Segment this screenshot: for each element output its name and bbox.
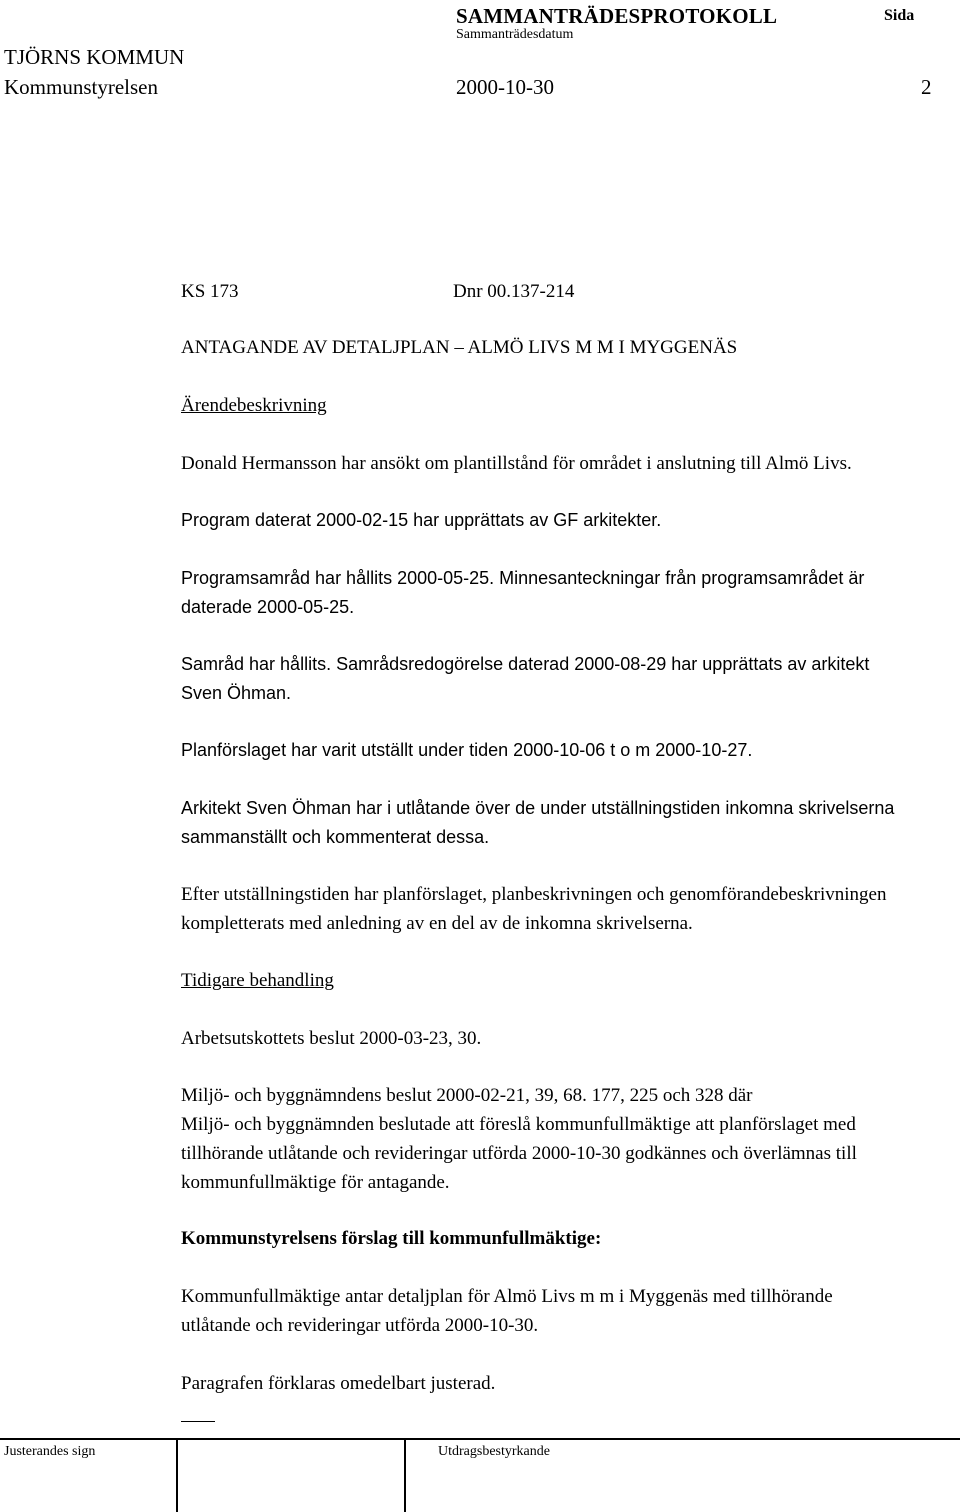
meeting-date: 2000-10-30	[456, 75, 554, 99]
prior-handling-heading: Tidigare behandling	[181, 970, 334, 991]
document-title: SAMMANTRÄDESPROTOKOLL	[456, 4, 778, 28]
footer-signature-separator	[404, 1438, 406, 1512]
paragraph-completion-1: Efter utställningstiden har planförslaget, planbeskrivningen och genomförandebeskrivningen	[181, 884, 887, 905]
page-label: Sida	[884, 7, 915, 24]
case-number: KS 173	[181, 281, 239, 302]
prior-board-decision-3: tillhörande utlåtande och revideringar utförda 2000-10-30 godkännes och överlämnas till	[181, 1143, 857, 1164]
paragraph-program: Program daterat 2000-02-15 har upprättats av GF arkitekter.	[181, 510, 662, 530]
prior-committee-decision: Arbetsutskottets beslut 2000-03-23, 30.	[181, 1028, 482, 1049]
paragraph-consultation-2: Sven Öhman.	[181, 683, 292, 703]
paragraph-architect-2: sammanställt och kommenterat dessa.	[181, 827, 490, 847]
footer-certifier-label: Utdragsbestyrkande	[438, 1444, 550, 1459]
description-heading: Ärendebeskrivning	[181, 395, 327, 416]
prior-board-decision-2: Miljö- och byggnämnden beslutade att föreslå kommunfullmäktige att planförslaget med	[181, 1114, 856, 1135]
proposal-heading: Kommunstyrelsens förslag till kommunfullmäktige:	[181, 1228, 602, 1249]
organization-name: TJÖRNS KOMMUN	[4, 45, 185, 69]
page-number: 2	[921, 75, 932, 99]
closing-statement: Paragrafen förklaras omedelbart justerad.	[181, 1373, 496, 1394]
footer-divider	[0, 1438, 960, 1440]
proposal-text-1: Kommunfullmäktige antar detaljplan för Almö Livs m m i Myggenäs med tillhörande	[181, 1286, 833, 1307]
footer-sign-label: Justerandes sign	[4, 1444, 96, 1459]
department-name: Kommunstyrelsen	[4, 75, 158, 99]
proposal-text-2: utlåtande och revideringar utförda 2000-10-30.	[181, 1315, 539, 1336]
diary-number: Dnr 00.137-214	[453, 281, 575, 302]
case-heading: ANTAGANDE AV DETALJPLAN – ALMÖ LIVS M M I MYGGENÄS	[181, 337, 738, 358]
paragraph-program-consultation-2: daterade 2000-05-25.	[181, 597, 355, 617]
short-rule	[181, 1421, 215, 1422]
prior-board-decision-1: Miljö- och byggnämndens beslut 2000-02-21, 39, 68. 177, 225 och 328 där	[181, 1085, 753, 1106]
paragraph-application: Donald Hermansson har ansökt om plantillstånd för området i anslutning till Almö Livs.	[181, 453, 852, 474]
paragraph-exhibition: Planförslaget har varit utställt under tiden 2000-10-06 t o m 2000-10-27.	[181, 740, 753, 760]
paragraph-program-consultation-1: Programsamråd har hållits 2000-05-25. Minnesanteckningar från programsamrådet är	[181, 568, 865, 588]
footer-sign-separator	[176, 1438, 178, 1512]
paragraph-completion-2: kompletterats med anledning av en del av de inkomna skrivelserna.	[181, 913, 693, 934]
meeting-date-label: Sammanträdesdatum	[456, 27, 574, 42]
paragraph-architect-1: Arkitekt Sven Öhman har i utlåtande över de under utställningstiden inkomna skrivelserna	[181, 798, 895, 818]
paragraph-consultation-1: Samråd har hållits. Samrådsredogörelse daterad 2000-08-29 har upprättats av arkitekt	[181, 654, 870, 674]
prior-board-decision-4: kommunfullmäktige för antagande.	[181, 1172, 450, 1193]
